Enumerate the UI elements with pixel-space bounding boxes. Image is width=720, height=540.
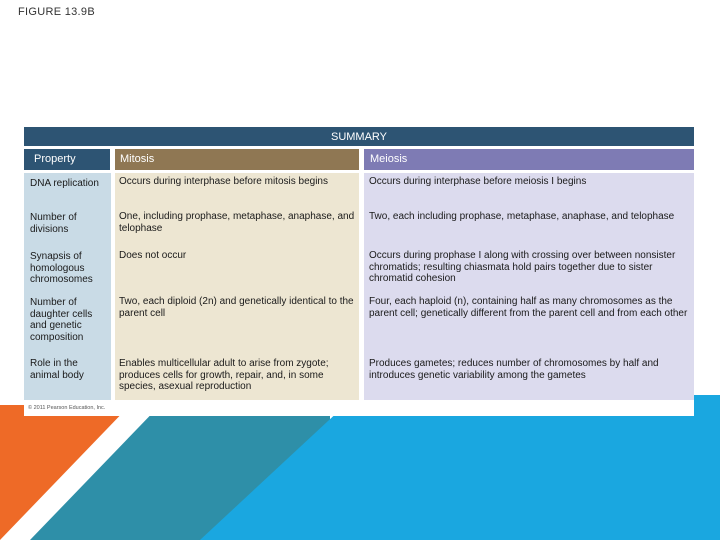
row-role-meiosis: Produces gametes; reduces number of chromosomes by half and introduces genetic variability among the gametes (369, 358, 659, 381)
row-daughter-property: Number of daughter cells and genetic composition (30, 297, 93, 343)
summary-table (24, 127, 694, 416)
row-synapsis-meiosis: Occurs during prophase I along with crossing over between nonsister chromatids; resulting chiasmata hold pairs together due to sister chromatid cohesion (369, 250, 676, 285)
row-role-property: Role in the animal body (30, 358, 84, 381)
header-property: Property (24, 149, 110, 170)
row-synapsis-mitosis: Does not occur (119, 250, 187, 261)
row-dna-property: DNA replication (30, 178, 99, 189)
row-divisions-meiosis: Two, each including prophase, metaphase, anaphase, and telophase (369, 211, 675, 222)
blue-corner-shape (610, 395, 720, 540)
row-daughter-mitosis: Two, each diploid (2n) and genetically identical to the parent cell (119, 296, 354, 319)
copyright-notice: © 2011 Pearson Education, Inc. (28, 405, 106, 411)
header-mitosis: Mitosis (115, 149, 359, 170)
row-divisions-property: Number of divisions (30, 212, 77, 235)
figure-label: FIGURE 13.9B (18, 6, 95, 18)
row-dna-mitosis: Occurs during interphase before mitosis begins (119, 176, 328, 187)
header-meiosis: Meiosis (364, 149, 694, 170)
table-caption: SUMMARY (24, 127, 694, 146)
row-dna-meiosis: Occurs during interphase before meiosis I begins (369, 176, 587, 187)
row-daughter-meiosis: Four, each haploid (n), containing half as many chromosomes as the parent cell; genetically different from the parent cell and from each other (369, 296, 688, 319)
row-role-mitosis: Enables multicellular adult to arise from zygote; produces cells for growth, repair, and, in some species, asexual reproduction (119, 358, 329, 393)
row-synapsis-property: Synapsis of homologous chromosomes (30, 251, 93, 286)
row-divisions-mitosis: One, including prophase, metaphase, anaphase, and telophase (119, 211, 355, 234)
